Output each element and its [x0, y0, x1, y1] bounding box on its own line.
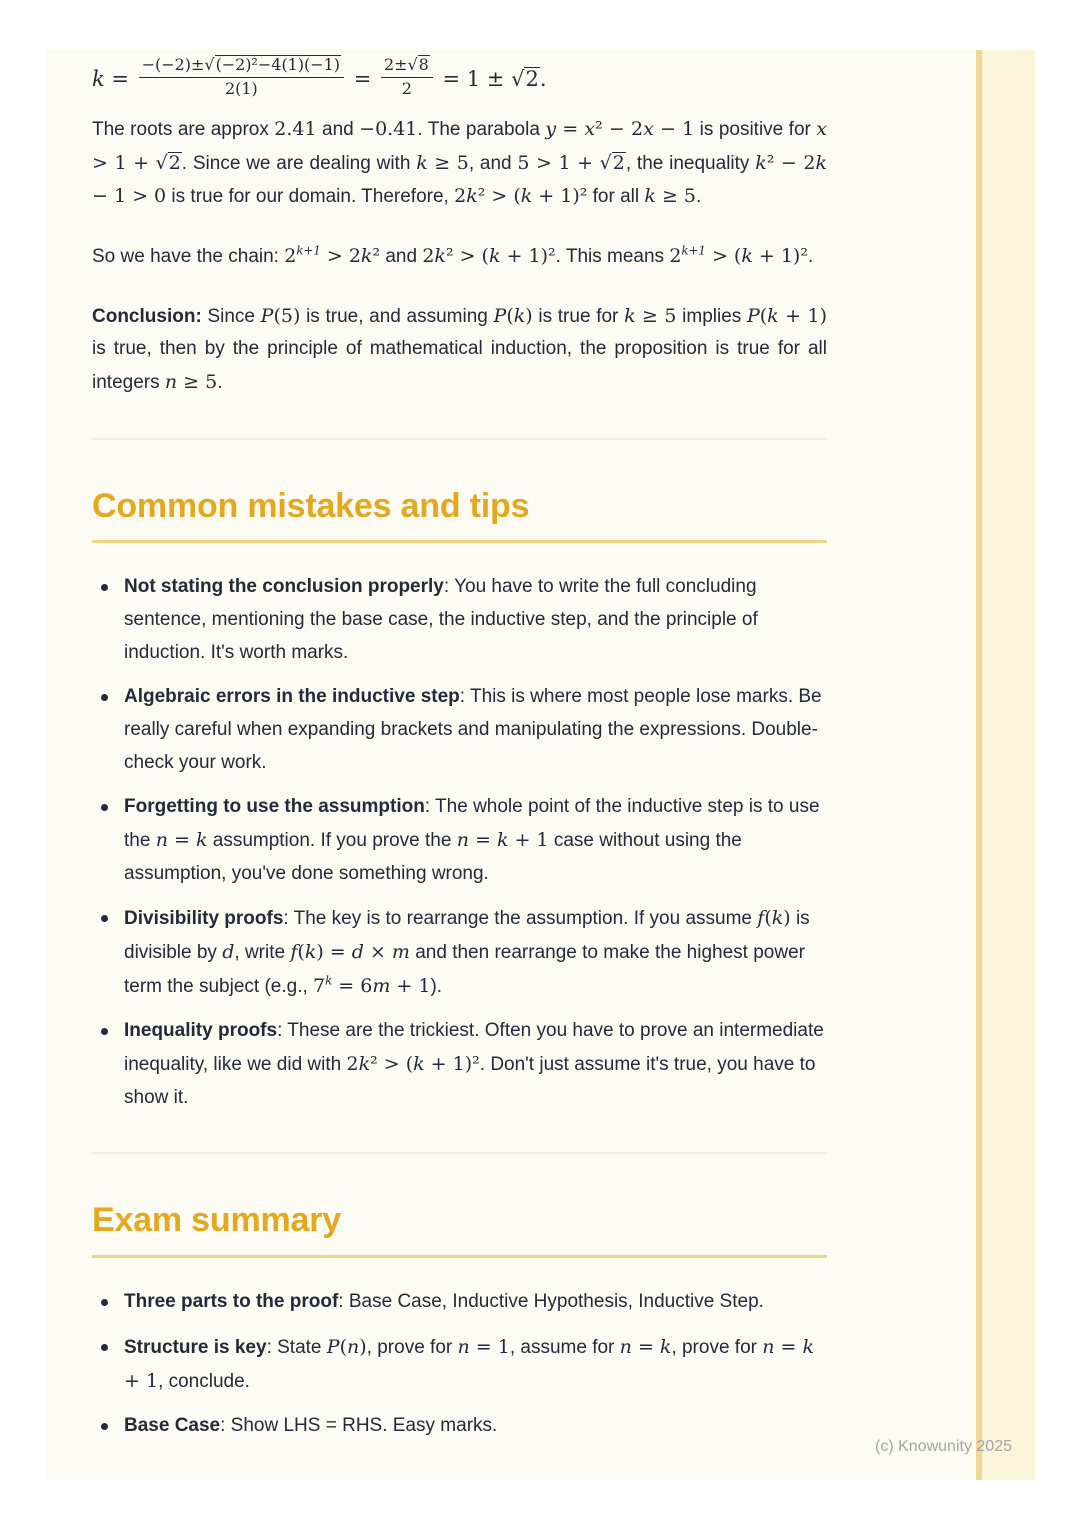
text-run: =	[631, 1335, 660, 1358]
text-run: : This is where most people lose marks. Be really careful when expanding brackets and manipulating the expressions. Double-check your work.	[124, 686, 822, 773]
text-run: k	[92, 66, 105, 91]
sqrt-radical	[204, 55, 341, 76]
text-run: .	[807, 245, 814, 267]
text-run: ).	[430, 975, 443, 997]
list-item	[92, 1286, 827, 1319]
text-run: k	[771, 907, 784, 930]
text-run: . This means	[555, 245, 670, 267]
list-item-text	[124, 1331, 827, 1398]
text-run: Forgetting to use the assumption	[124, 796, 425, 818]
text-run: 2±	[383, 55, 408, 74]
text-run: , and	[468, 152, 518, 174]
text-run: n	[762, 1335, 775, 1358]
text-run: P	[326, 1335, 340, 1358]
superscript: k+1	[681, 243, 706, 258]
bullet-dot	[101, 915, 108, 922]
text-run: =	[468, 829, 497, 852]
text-run: ≥ 5	[177, 370, 218, 393]
text-run: k	[802, 1335, 815, 1358]
text-run: n	[457, 1335, 470, 1358]
text-run: m	[372, 974, 391, 997]
sqrt-radical	[511, 68, 540, 91]
radical-sign-icon: √	[599, 151, 612, 174]
fraction	[139, 55, 344, 100]
text-run: is true, then by the principle of mathematical induction, the proposition is true for all integers	[92, 338, 827, 393]
text-run: k	[624, 304, 636, 327]
text-run: + 1)²	[424, 1053, 480, 1076]
text-run: )	[525, 304, 533, 327]
bullet-dot	[101, 1299, 108, 1306]
text-run: P	[746, 304, 760, 327]
text-run: ² > (	[370, 1053, 414, 1076]
text-run: and then rearrange to make the highest power term the subject (e.g.,	[124, 942, 805, 997]
text-run: −(−2)±	[141, 55, 205, 74]
text-run: n	[164, 370, 178, 393]
text-run: case without using the assumption, you've done something wrong.	[124, 830, 742, 884]
text-run: ²	[445, 244, 454, 267]
text-run: =	[347, 66, 378, 91]
list-item-text	[124, 1015, 827, 1114]
exam-summary-list	[92, 1286, 827, 1443]
text-run: ² − 2	[595, 117, 644, 140]
text-run: : State	[266, 1336, 327, 1358]
text-run: n	[619, 1335, 632, 1358]
text-run: 2	[525, 66, 539, 91]
text-run: k	[466, 185, 478, 208]
text-run: −0.41	[359, 117, 418, 140]
text-run: (	[297, 941, 305, 964]
bullet-dot	[101, 1344, 108, 1351]
text-run: 2	[454, 185, 467, 208]
list-item	[92, 902, 827, 1003]
text-run: k	[416, 151, 428, 174]
text-run: : Show LHS = RHS. Easy marks.	[220, 1415, 498, 1437]
text-run: . The parabola	[417, 118, 546, 140]
radical-sign-icon: √	[407, 55, 418, 74]
text-run: ×	[363, 941, 392, 964]
text-run: x	[816, 117, 827, 140]
text-run: > (	[453, 244, 489, 267]
list-item	[92, 791, 827, 890]
text-run: − 1 > 0	[92, 185, 167, 208]
text-run: 2	[346, 1053, 359, 1076]
text-run: + 1)²	[500, 244, 556, 267]
text-run: : Base Case, Inductive Hypothesis, Inductive Step.	[338, 1291, 764, 1313]
text-run: =	[104, 66, 136, 91]
text-run: + 1	[124, 1369, 159, 1392]
bullet-dot	[101, 694, 108, 701]
text-run: + 1	[508, 829, 549, 852]
sqrt-radical	[408, 55, 430, 76]
text-run: k	[513, 304, 526, 327]
radical-sign-icon: √	[204, 55, 215, 74]
fraction-denominator	[225, 78, 258, 100]
text-run: > 2	[320, 244, 361, 267]
text-run: , prove for	[366, 1336, 458, 1358]
list-item-text	[124, 791, 827, 890]
list-item-text	[124, 1410, 827, 1443]
text-run: , assume for	[509, 1336, 620, 1358]
text-run: (	[759, 304, 768, 327]
text-run: implies	[676, 305, 747, 327]
text-run: Conclusion:	[92, 305, 202, 327]
bullet-dot	[101, 1423, 108, 1430]
paragraph-roots	[92, 113, 827, 214]
radicand	[418, 55, 430, 75]
text-run: Structure is key	[124, 1336, 267, 1358]
text-run: The roots are approx	[92, 118, 275, 140]
text-run: : You have to write the full concluding sentence, mentioning the base case, the inductive step, and the principle of induction. It's worth marks.	[124, 576, 758, 663]
text-run: , write	[234, 942, 291, 964]
list-item	[92, 571, 827, 669]
text-run: k	[304, 941, 317, 964]
text-run: .	[696, 186, 702, 208]
text-run: 2	[284, 244, 297, 267]
section-divider	[92, 438, 827, 440]
text-run: k	[358, 1053, 371, 1076]
page-content	[92, 50, 827, 1443]
text-run: 2	[401, 78, 412, 98]
text-run: k	[360, 244, 373, 267]
paragraph-chain	[92, 240, 827, 274]
text-run: : The whole point of the inductive step is to use the	[124, 796, 820, 852]
text-run: (5)	[273, 304, 301, 327]
text-run: 8	[418, 55, 429, 74]
text-run: − 1	[653, 117, 695, 140]
text-run: =	[774, 1335, 803, 1358]
copyright-footer: (c) Knowunity 2025	[875, 1438, 1012, 1455]
text-run: Divisibility proofs	[124, 908, 284, 930]
text-run: Base Case	[124, 1415, 221, 1437]
text-run: 2	[612, 151, 625, 174]
text-run: m	[391, 941, 410, 964]
document-page	[47, 50, 1035, 1480]
text-run: and	[316, 118, 360, 140]
text-run: k	[434, 244, 446, 267]
text-run: ² − 2	[766, 151, 816, 174]
text-run: is positive for	[694, 118, 817, 140]
text-run: )	[359, 1335, 367, 1358]
text-run: k	[815, 151, 827, 174]
text-run: .	[217, 371, 223, 393]
list-item	[92, 1015, 827, 1114]
radical-sign-icon: √	[511, 66, 525, 91]
text-run: + 1)	[778, 304, 827, 327]
text-run: , the inequality	[625, 152, 756, 174]
text-run: k	[767, 304, 779, 327]
list-item-text	[124, 681, 827, 779]
text-run: : These are the trickiest. Often you have to prove an intermediate inequality, like we did with	[124, 1020, 824, 1076]
text-run: k	[195, 829, 208, 852]
text-run: k	[488, 244, 501, 267]
list-item	[92, 681, 827, 779]
text-run: d	[351, 941, 364, 964]
list-item-text	[124, 1286, 827, 1319]
bullet-dot	[101, 1028, 108, 1035]
text-run: k	[496, 829, 509, 852]
text-run: (	[339, 1335, 347, 1358]
text-run: + 1)²	[752, 244, 808, 267]
text-run: n	[456, 829, 469, 852]
text-run: ≥ 5	[635, 304, 677, 327]
superscript: k+1	[296, 243, 321, 258]
text-run: Since	[201, 305, 261, 327]
text-run: k	[413, 1053, 425, 1076]
list-item	[92, 1331, 827, 1398]
text-run: 5 > 1 +	[517, 151, 600, 174]
radicand	[524, 67, 539, 92]
text-run: = 6	[332, 974, 373, 997]
text-run: assumption. If you prove the	[207, 830, 457, 852]
section-divider	[92, 1152, 827, 1154]
text-run: : The key is to rearrange the assumption. If you assume	[283, 908, 758, 930]
text-run: is true for our domain. Therefore,	[166, 186, 455, 208]
text-run: y	[545, 117, 557, 140]
text-run: ≥ 5	[655, 185, 697, 208]
paragraph-conclusion	[92, 300, 827, 400]
text-run: n	[347, 1335, 360, 1358]
text-run: )	[783, 907, 791, 930]
text-run: > (	[705, 244, 742, 267]
text-run: d	[222, 941, 235, 964]
text-run: n	[155, 829, 168, 852]
text-run: ≥ 5	[427, 151, 469, 174]
radicand	[215, 55, 341, 75]
text-run: Algebraic errors in the inductive step	[124, 686, 460, 708]
fraction-numerator	[139, 55, 344, 78]
text-run: 7	[313, 974, 326, 997]
text-run: 2(1)	[224, 78, 258, 98]
text-run: P	[493, 304, 507, 327]
section-title-common-mistakes: Common mistakes and tips	[92, 486, 827, 544]
text-run: ²	[372, 244, 381, 267]
text-run: 2	[168, 151, 181, 174]
text-run: (	[764, 907, 772, 930]
common-mistakes-list	[92, 571, 827, 1114]
text-run: > 1 +	[92, 151, 156, 174]
text-run: f	[757, 907, 765, 930]
list-item-text	[124, 902, 827, 1003]
text-run: = 1	[469, 1335, 510, 1358]
text-run: , conclude.	[158, 1370, 250, 1392]
list-item-text	[124, 571, 827, 669]
text-run: Not stating the conclusion properly	[124, 576, 444, 598]
quadratic-formula	[92, 55, 827, 103]
text-run: (−2)²−4(1)(−1)	[215, 55, 341, 74]
radicand	[168, 152, 182, 174]
text-run: is divisible by	[124, 908, 810, 964]
text-run: . Don't just assume it's true, you have to show it.	[124, 1054, 816, 1108]
text-run: k	[741, 244, 753, 267]
text-run: + 1	[390, 974, 431, 997]
fraction-denominator	[402, 78, 412, 100]
text-run: f	[290, 941, 298, 964]
radical-sign-icon: √	[155, 151, 168, 174]
text-run: 2	[422, 244, 435, 267]
section-title-exam-summary: Exam summary	[92, 1200, 827, 1258]
text-run: k	[644, 185, 656, 208]
text-run: Three parts to the proof	[124, 1291, 339, 1313]
text-run: =	[556, 117, 585, 140]
text-run: Inequality proofs	[124, 1020, 278, 1042]
text-run: k	[755, 151, 767, 174]
text-run: .	[539, 66, 547, 91]
text-run: 2.41	[274, 117, 317, 140]
text-run: = 1 ±	[435, 66, 512, 91]
text-run: ) =	[316, 941, 352, 964]
text-run: + 1)²	[532, 185, 588, 208]
text-run: =	[167, 829, 196, 852]
text-run: . Since we are dealing with	[181, 152, 417, 174]
text-run: (	[506, 304, 514, 327]
radicand	[612, 152, 626, 174]
text-run: P	[260, 304, 274, 327]
sqrt-radical	[600, 153, 626, 174]
text-run: So we have the chain:	[92, 245, 285, 267]
text-run: x	[643, 117, 654, 140]
sqrt-radical	[156, 153, 182, 174]
bullet-dot	[101, 584, 108, 591]
text-run: , prove for	[671, 1336, 763, 1358]
text-run: k	[659, 1335, 672, 1358]
fraction-numerator	[381, 55, 433, 78]
superscript: k	[325, 973, 333, 988]
fraction	[381, 55, 433, 100]
text-run: is true, and assuming	[300, 305, 494, 327]
page-accent-strip	[976, 50, 1035, 1480]
text-run: for all	[587, 186, 645, 208]
text-run: and	[380, 245, 423, 267]
bullet-dot	[101, 804, 108, 811]
text-run: k	[520, 185, 533, 208]
text-run: is true for	[532, 305, 625, 327]
text-run: 2	[669, 244, 682, 267]
text-run: ² > (	[477, 185, 521, 208]
text-run: x	[584, 117, 596, 140]
list-item	[92, 1410, 827, 1443]
